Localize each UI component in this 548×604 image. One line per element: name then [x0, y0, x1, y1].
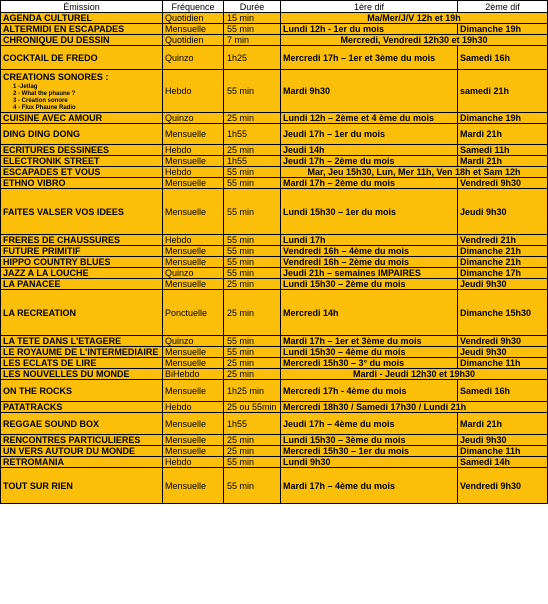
table-row — [1, 246, 548, 257]
dif2-cell: Jeudi 9h30 — [458, 279, 548, 290]
dif2-cell: Jeudi 9h30 — [458, 435, 548, 446]
dif1-cell: Mercredi 17h - 4ème du mois — [281, 380, 458, 402]
frequence-cell: Quinzo — [163, 46, 224, 70]
duree-cell: 55 min — [224, 257, 281, 268]
dif2-cell: Jeudi 9h30 — [458, 189, 548, 235]
emission-name-cell: PATATRACKS — [1, 402, 163, 413]
dif1-cell: Mardi 17h – 2ème du mois — [281, 178, 458, 189]
sub-program-item: 3 - Création sonore — [13, 98, 68, 104]
emission-name-cell: LES NOUVELLES DU MONDE — [1, 369, 163, 380]
emission-name-cell: LA PANACEE — [1, 279, 163, 290]
duree-cell: 55 min — [224, 70, 281, 113]
table-row — [1, 336, 548, 347]
sub-program-list — [3, 82, 160, 112]
duree-cell: 55 min — [224, 167, 281, 178]
dif1-cell: Lundi 15h30 – 4ème du mois — [281, 347, 458, 358]
frequence-cell: Quinzo — [163, 113, 224, 124]
duree-cell: 25 min — [224, 435, 281, 446]
frequence-cell: Mensuelle — [163, 189, 224, 235]
table-row — [1, 178, 548, 189]
duree-cell: 1h25 — [224, 46, 281, 70]
diffusion-cell: Mercredi 18h30 / Samedi 17h30 / Lundi 21h — [281, 402, 548, 413]
emission-name-cell: FAITES VALSER VOS IDEES — [1, 189, 163, 235]
duree-cell: 25 ou 55min — [224, 402, 281, 413]
frequence-cell: Mensuelle — [163, 246, 224, 257]
table-row — [1, 167, 548, 178]
frequence-cell: Mensuelle — [163, 380, 224, 402]
dif2-cell: Vendredi 9h30 — [458, 336, 548, 347]
emission-name-cell: RETROMANIA — [1, 457, 163, 468]
duree-cell: 25 min — [224, 446, 281, 457]
frequence-cell: Hebdo — [163, 70, 224, 113]
frequence-cell: Mensuelle — [163, 156, 224, 167]
dif1-cell: Vendredi 16h – 4ème du mois — [281, 246, 458, 257]
emission-name-cell: LA TETE DANS L'ETAGERE — [1, 336, 163, 347]
frequence-cell: Mensuelle — [163, 124, 224, 145]
diffusion-cell: Mar, Jeu 15h30, Lun, Mer 11h, Ven 18h et Sam 12h — [281, 167, 548, 178]
table-row — [1, 35, 548, 46]
dif1-cell: Lundi 9h30 — [281, 457, 458, 468]
frequence-cell: Mensuelle — [163, 358, 224, 369]
frequence-cell: Quotidien — [163, 13, 224, 24]
table-header-row — [1, 1, 548, 13]
emission-name-cell: HIPPO COUNTRY BLUES — [1, 257, 163, 268]
frequence-cell: Mensuelle — [163, 178, 224, 189]
duree-cell: 25 min — [224, 358, 281, 369]
table-row — [1, 235, 548, 246]
duree-cell: 55 min — [224, 268, 281, 279]
emission-name-cell: COCKTAIL DE FREDO — [1, 46, 163, 70]
dif2-cell: Samedi 11h — [458, 145, 548, 156]
sub-program-item: 1 -Jetlag — [13, 84, 38, 90]
dif1-cell: Lundi 15h30 – 1er du mois — [281, 189, 458, 235]
emission-name-cell: TOUT SUR RIEN — [1, 468, 163, 504]
duree-cell: 55 min — [224, 347, 281, 358]
frequence-cell: Mensuelle — [163, 347, 224, 358]
frequence-cell: Mensuelle — [163, 446, 224, 457]
column-header-dif1: 1ère dif — [281, 1, 458, 13]
table-row — [1, 257, 548, 268]
emission-name-cell: FUTURE PRIMITIF — [1, 246, 163, 257]
emission-name-cell: ON THE ROCKS — [1, 380, 163, 402]
table-row — [1, 268, 548, 279]
sub-program-item: 2 - What the phaune ? — [13, 91, 76, 97]
table-body — [1, 13, 548, 504]
frequence-cell: Mensuelle — [163, 435, 224, 446]
dif2-cell: Dimanche 19h — [458, 24, 548, 35]
frequence-cell: Ponctuelle — [163, 290, 224, 336]
dif2-cell: Dimanche 21h — [458, 257, 548, 268]
diffusion-cell: Mercredi, Vendredi 12h30 et 19h30 — [281, 35, 548, 46]
emission-name-cell: LE ROYAUME DE L'INTERMEDIAIRE — [1, 347, 163, 358]
emission-name-cell — [1, 70, 163, 113]
column-header-emission: Émission — [1, 1, 163, 13]
frequence-cell: Mensuelle — [163, 413, 224, 435]
duree-cell: 25 min — [224, 369, 281, 380]
emission-name: CREATIONS SONORES : — [3, 72, 109, 82]
dif2-cell: Jeudi 9h30 — [458, 347, 548, 358]
frequence-cell: Mensuelle — [163, 24, 224, 35]
frequence-cell: Hebdo — [163, 235, 224, 246]
emission-name-cell: ETHNO VIBRO — [1, 178, 163, 189]
emission-name-cell: ALTERMIDI EN ESCAPADES — [1, 24, 163, 35]
duree-cell: 15 min — [224, 13, 281, 24]
dif1-cell: Mardi 9h30 — [281, 70, 458, 113]
table-row — [1, 358, 548, 369]
dif1-cell: Lundi 12h - 1er du mois — [281, 24, 458, 35]
frequence-cell: Quinzo — [163, 336, 224, 347]
table-row — [1, 189, 548, 235]
frequence-cell: Hebdo — [163, 145, 224, 156]
diffusion-cell: Mardi - Jeudi 12h30 et 19h30 — [281, 369, 548, 380]
table-row — [1, 468, 548, 504]
emission-name-cell: UN VERS AUTOUR DU MONDE — [1, 446, 163, 457]
duree-cell: 55 min — [224, 468, 281, 504]
frequence-cell: Mensuelle — [163, 257, 224, 268]
duree-cell: 55 min — [224, 178, 281, 189]
table-row — [1, 457, 548, 468]
table-row — [1, 13, 548, 24]
table-row — [1, 279, 548, 290]
emission-name-cell: DING DING DONG — [1, 124, 163, 145]
duree-cell: 55 min — [224, 336, 281, 347]
table-row — [1, 402, 548, 413]
dif2-cell: Samedi 16h — [458, 46, 548, 70]
dif2-cell: Dimanche 21h — [458, 246, 548, 257]
dif2-cell: Vendredi 9h30 — [458, 468, 548, 504]
frequence-cell: Hebdo — [163, 402, 224, 413]
dif1-cell: Lundi 12h – 2ème et 4 ème du mois — [281, 113, 458, 124]
frequence-cell: Quotidien — [163, 35, 224, 46]
duree-cell: 55 min — [224, 246, 281, 257]
emission-name-cell: REGGAE SOUND BOX — [1, 413, 163, 435]
emission-name-cell: LES ECLATS DE LIRE — [1, 358, 163, 369]
dif2-cell: Vendredi 21h — [458, 235, 548, 246]
duree-cell: 55 min — [224, 189, 281, 235]
duree-cell: 25 min — [224, 145, 281, 156]
emission-name-cell: CUISINE AVEC AMOUR — [1, 113, 163, 124]
duree-cell: 55 min — [224, 24, 281, 35]
table-row — [1, 446, 548, 457]
dif1-cell: Lundi 17h — [281, 235, 458, 246]
dif1-cell: Jeudi 17h – 1er du mois — [281, 124, 458, 145]
dif1-cell: Jeudi 14h — [281, 145, 458, 156]
table-row — [1, 435, 548, 446]
column-header-duree: Durée — [224, 1, 281, 13]
duree-cell: 55 min — [224, 235, 281, 246]
dif2-cell: Dimanche 11h — [458, 358, 548, 369]
duree-cell: 1h25 min — [224, 380, 281, 402]
emission-name-cell: ELECTRONIK STREET — [1, 156, 163, 167]
emission-name-cell: FRERES DE CHAUSSURES — [1, 235, 163, 246]
frequence-cell: Mensuelle — [163, 279, 224, 290]
dif2-cell: Mardi 21h — [458, 156, 548, 167]
dif2-cell: Dimanche 11h — [458, 446, 548, 457]
frequence-cell: BiHebdo — [163, 369, 224, 380]
column-header-frequence: Fréquence — [163, 1, 224, 13]
table-row — [1, 290, 548, 336]
emission-name-cell: AGENDA CULTUREL — [1, 13, 163, 24]
table-row — [1, 347, 548, 358]
duree-cell: 25 min — [224, 290, 281, 336]
frequence-cell: Mensuelle — [163, 468, 224, 504]
table-row — [1, 156, 548, 167]
dif1-cell: Jeudi 17h – 4ème du mois — [281, 413, 458, 435]
dif2-cell: samedi 21h — [458, 70, 548, 113]
dif1-cell: Mercredi 15h30 – 3° du mois — [281, 358, 458, 369]
emission-name-cell: JAZZ A LA LOUCHE — [1, 268, 163, 279]
table-row — [1, 24, 548, 35]
dif1-cell: Vendredi 16h – 2ème du mois — [281, 257, 458, 268]
emission-name-cell: LA RECREATION — [1, 290, 163, 336]
dif1-cell: Mercredi 17h – 1er et 3ème du mois — [281, 46, 458, 70]
diffusion-cell: Ma/Mer/J/V 12h et 19h — [281, 13, 548, 24]
duree-cell: 1h55 — [224, 413, 281, 435]
dif1-cell: Lundi 15h30 – 2ème du mois — [281, 279, 458, 290]
table-row — [1, 46, 548, 70]
dif2-cell: Samedi 14h — [458, 457, 548, 468]
dif2-cell: Mardi 21h — [458, 124, 548, 145]
duree-cell: 55 min — [224, 457, 281, 468]
emission-name-cell: CHRONIQUE DU DESSIN — [1, 35, 163, 46]
dif1-cell: Mardi 17h – 4ème du mois — [281, 468, 458, 504]
dif1-cell: Mardi 17h – 1er et 3ème du mois — [281, 336, 458, 347]
dif1-cell: Jeudi 21h – semaines IMPAIRES — [281, 268, 458, 279]
table-row — [1, 369, 548, 380]
duree-cell: 7 min — [224, 35, 281, 46]
dif1-cell: Mercredi 15h30 – 1er du mois — [281, 446, 458, 457]
emission-name-cell: ESCAPADES ET VOUS — [1, 167, 163, 178]
emission-name-cell: ECRITURES DESSINEES — [1, 145, 163, 156]
sub-program-item: 4 - Flux Phaune Radio — [13, 105, 76, 111]
duree-cell: 25 min — [224, 279, 281, 290]
dif2-cell: Dimanche 17h — [458, 268, 548, 279]
table-row — [1, 124, 548, 145]
dif1-cell: Jeudi 17h – 2ème du mois — [281, 156, 458, 167]
column-header-dif2: 2ème dif — [458, 1, 548, 13]
dif2-cell: Vendredi 9h30 — [458, 178, 548, 189]
duree-cell: 1h55 — [224, 156, 281, 167]
dif2-cell: Dimanche 15h30 — [458, 290, 548, 336]
frequence-cell: Hebdo — [163, 457, 224, 468]
dif2-cell: Samedi 16h — [458, 380, 548, 402]
dif2-cell: Mardi 21h — [458, 413, 548, 435]
dif1-cell: Mercredi 14h — [281, 290, 458, 336]
duree-cell: 1h55 — [224, 124, 281, 145]
emission-name-cell: RENCONTRES PARTICULIERES — [1, 435, 163, 446]
table-row — [1, 113, 548, 124]
table-row — [1, 145, 548, 156]
frequence-cell: Quinzo — [163, 268, 224, 279]
duree-cell: 25 min — [224, 113, 281, 124]
dif2-cell: Dimanche 19h — [458, 113, 548, 124]
dif1-cell: Lundi 15h30 – 3ème du mois — [281, 435, 458, 446]
table-row — [1, 413, 548, 435]
table-row — [1, 70, 548, 113]
frequence-cell: Hebdo — [163, 167, 224, 178]
table-row — [1, 380, 548, 402]
